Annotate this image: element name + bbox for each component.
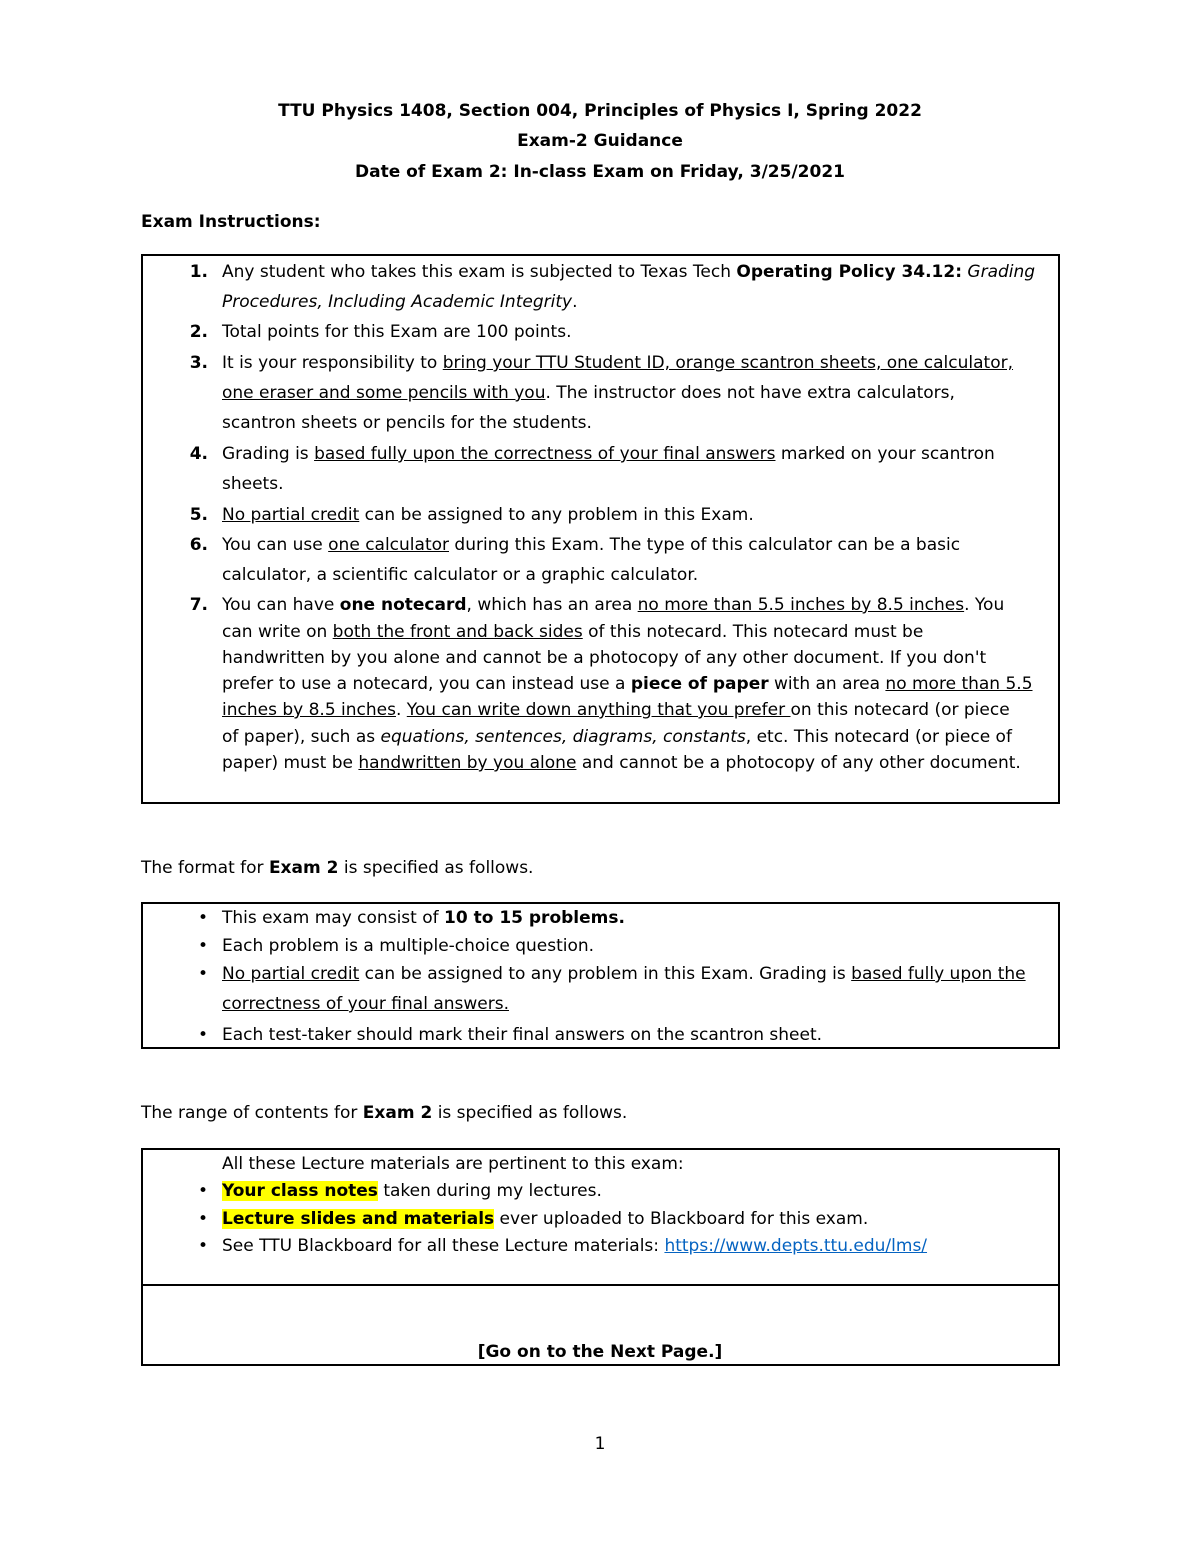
exam-date: Date of Exam 2: In-class Exam on Friday, 3/25/2021 [355, 162, 845, 182]
format-item-4: Each test-taker should mark their final answers on the scantron sheet. [222, 1025, 823, 1045]
instruction-1: Any student who takes this exam is subjected to Texas Tech Operating Policy 34.12: Grading [222, 262, 1036, 282]
bullet: • [197, 1025, 208, 1045]
blackboard-link[interactable]: https://www.depts.ttu.edu/lms/ [664, 1236, 928, 1256]
instruction-3: It is your responsibility to bring your TTU Student ID, orange scantron sheets, one calculator, [222, 353, 1014, 373]
instruction-7-line1: You can have one notecard, which has an area no more than 5.5 inches by 8.5 inches. You [222, 595, 1005, 615]
instruction-4: Grading is based fully upon the correctness of your final answers marked on your scantron [222, 444, 995, 464]
instructions-heading: Exam Instructions: [141, 212, 321, 232]
bullet: • [197, 908, 208, 928]
instruction-3-cont2: scantron sheets or pencils for the students. [222, 413, 592, 433]
page-number: 1 [594, 1434, 606, 1454]
bullet: • [197, 964, 208, 984]
range-box-divider [141, 1284, 1060, 1286]
instruction-7-line7: paper) must be handwritten by you alone and cannot be a photocopy of any other document. [222, 753, 1021, 773]
format-item-3-cont: correctness of your final answers. [222, 994, 509, 1014]
instruction-6-cont: calculator, a scientific calculator or a graphic calculator. [222, 565, 699, 585]
range-item-2: Lecture slides and materials ever uploaded to Blackboard for this exam. [222, 1209, 869, 1229]
instruction-7-line6: of paper), such as equations, sentences, diagrams, constants, etc. This notecard (or piece of [222, 727, 1012, 747]
item-number-4: 4. [189, 444, 208, 464]
range-item-3: See TTU Blackboard for all these Lecture materials: https://www.depts.ttu.edu/lms/ [222, 1236, 928, 1256]
format-item-2: Each problem is a multiple-choice question. [222, 936, 595, 956]
instruction-7-line3: handwritten by you alone and cannot be a photocopy of any other document. If you don't [222, 648, 987, 668]
instruction-6: You can use one calculator during this Exam. The type of this calculator can be a basic [222, 535, 961, 555]
item-number-5: 5. [189, 505, 208, 525]
instruction-7-line5: inches by 8.5 inches. You can write down anything that you prefer on this notecard (or piece [222, 700, 1010, 720]
item-number-6: 6. [189, 535, 208, 555]
instruction-4-cont: sheets. [222, 474, 284, 494]
instruction-7-line2: can write on both the front and back sides of this notecard. This notecard must be [222, 622, 924, 642]
bullet: • [197, 1181, 208, 1201]
bullet: • [197, 1236, 208, 1256]
item-number-3: 3. [189, 353, 208, 373]
item-number-7: 7. [189, 595, 208, 615]
range-lead: All these Lecture materials are pertinent to this exam: [222, 1154, 684, 1174]
format-item-3: No partial credit can be assigned to any problem in this Exam. Grading is based fully upon the [222, 964, 1026, 984]
instruction-2: Total points for this Exam are 100 points. [222, 322, 572, 342]
next-page-note: [Go on to the Next Page.] [477, 1342, 723, 1362]
range-item-1: Your class notes taken during my lectures. [222, 1181, 602, 1201]
item-number-2: 2. [189, 322, 208, 342]
range-intro: The range of contents for Exam 2 is specified as follows. [141, 1103, 628, 1123]
item-number-1: 1. [189, 262, 208, 282]
bullet: • [197, 936, 208, 956]
instruction-7-line4: prefer to use a notecard, you can instead use a piece of paper with an area no more than 5.5 [222, 674, 1033, 694]
bullet: • [197, 1209, 208, 1229]
instruction-1-cont: Procedures, Including Academic Integrity. [222, 292, 578, 312]
format-intro: The format for Exam 2 is specified as follows. [141, 858, 534, 878]
instruction-3-cont: one eraser and some pencils with you. The instructor does not have extra calculators, [222, 383, 955, 403]
document-subtitle: Exam-2 Guidance [517, 131, 683, 151]
format-item-1: This exam may consist of 10 to 15 problems. [222, 908, 625, 928]
instruction-5: No partial credit can be assigned to any problem in this Exam. [222, 505, 754, 525]
document-title: TTU Physics 1408, Section 004, Principles of Physics I, Spring 2022 [278, 101, 922, 121]
